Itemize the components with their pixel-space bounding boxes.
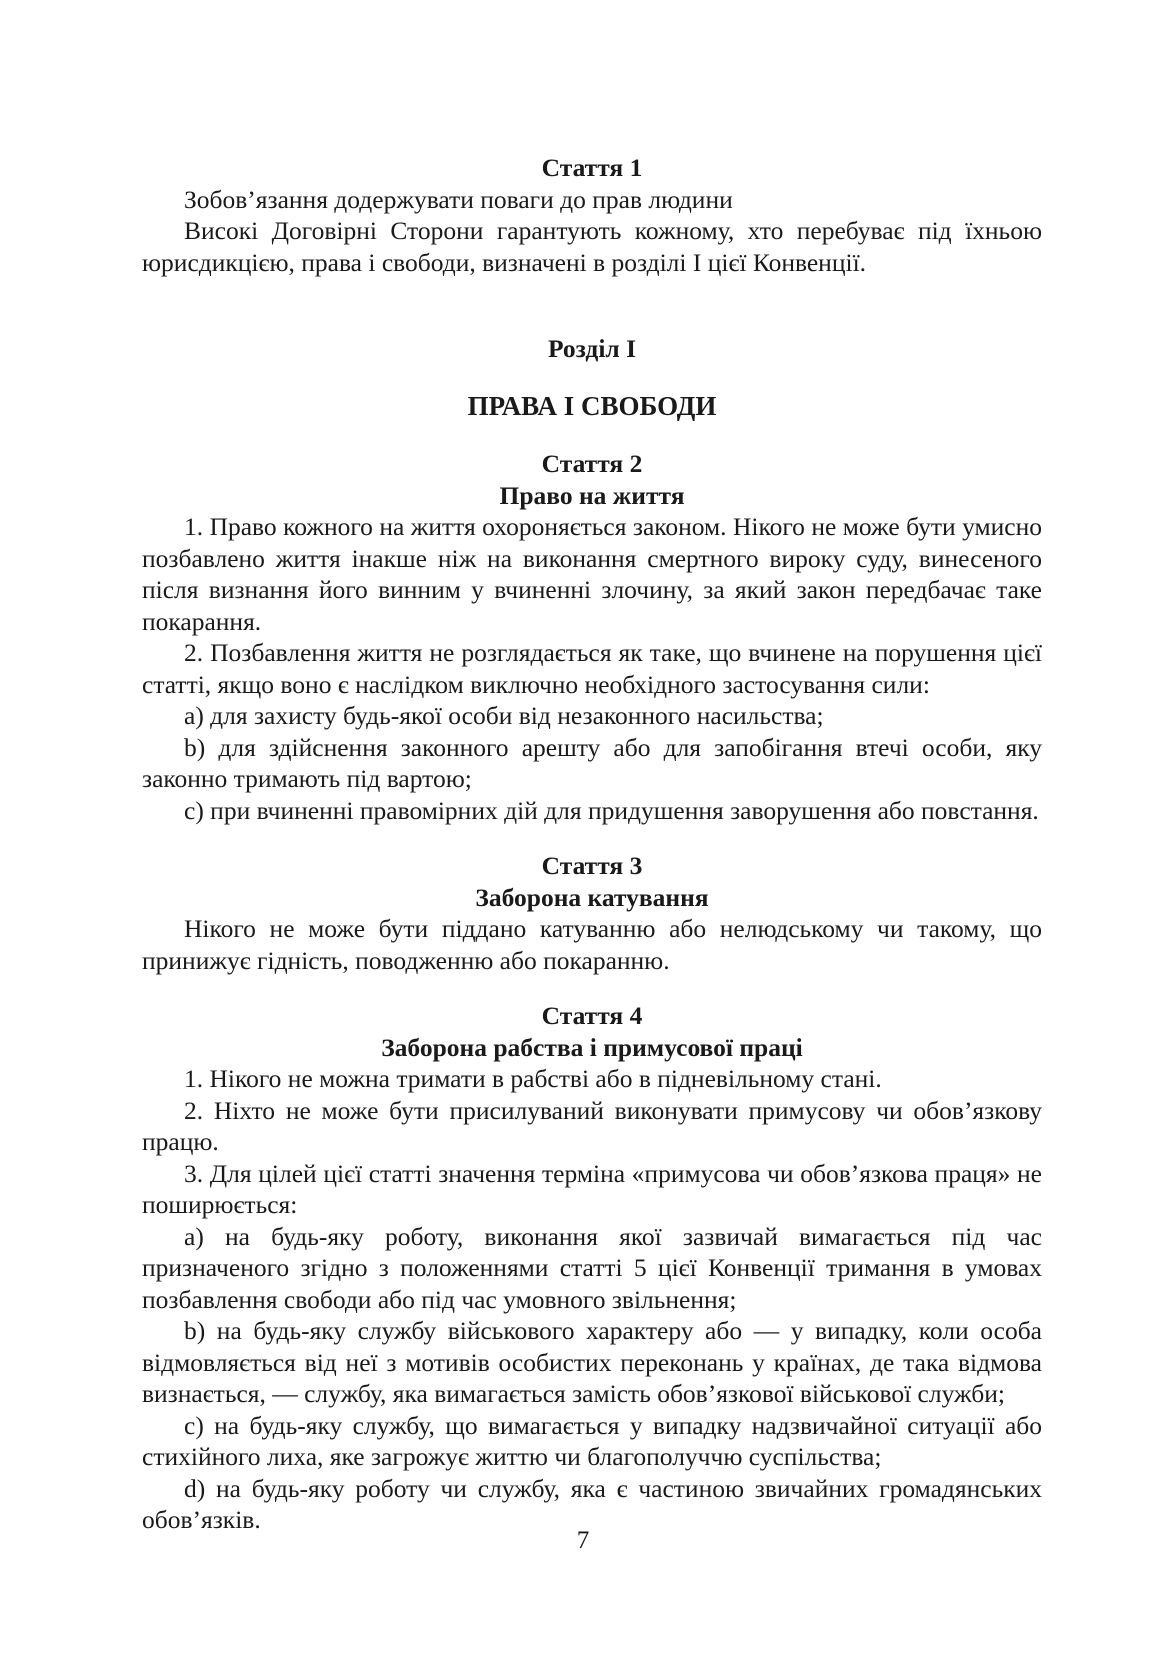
article-4-paragraph-3: 3. Для цілей цієї статті значення терміна «примусова чи обов’язкова праця» не поширюється: [142,1158,1042,1219]
article-3-paragraph: Нікого не може бути піддано катуванню або нелюдському чи такому, що принижує гідність, поводженню або покаранню. [142,914,1042,975]
article-4-paragraph-2: 2. Ніхто не може бути присилуваний виконувати примусову чи обов’язкову працю. [142,1095,1042,1156]
document-page [142,152,1042,1536]
article-2-paragraph-2: 2. Позбавлення життя не розглядається як таке, що вчинене на порушення цієї статті, якщо воно є наслідком виключно необхідного застосування сили: [142,638,1042,699]
article-2-item-b: b) для здійснення законного арешту або для запобігання втечі особи, яку законно тримають під вартою; [142,732,1042,793]
article-4-paragraph-1: 1. Нікого не можна тримати в рабстві або в підневільному стані. [184,1064,882,1093]
article-4-heading: Стаття 4 [541,1001,643,1030]
article-1-heading: Стаття 1 [541,153,643,182]
article-3-title: Заборона катування [475,882,709,912]
article-2-heading: Стаття 2 [541,449,643,478]
article-4-item-b: b) на будь-яку службу військового характеру або — у випадку, коли особа відмовляється від неї з мотивів особистих переконань у країнах, де така відмова визнається, — службу, яка вимагається замість обов’язкової військової служби; [142,1316,1042,1408]
article-1-paragraph: Високі Договірні Сторони гарантують кожному, хто перебуває під їхньою юрисдикцією, права і свободи, визначені в розділі I цієї Конвенції. [142,216,1042,277]
article-4-item-c: c) на будь-яку службу, що вимагається у випадку надзвичайної ситуації або стихійного лиха, яке загрожує життю чи благополуччю суспільства; [142,1410,1042,1471]
article-2-paragraph-1: 1. Право кожного на життя охороняється законом. Нікого не може бути умисно позбавлено життя інакше ніж на виконання смертного вироку суду, винесеного після визнання його винним у вчиненні злочину, за який закон передбачає таке покарання. [142,512,1042,636]
article-2-item-a: a) для захисту будь-якої особи від незаконного насильства; [184,701,824,730]
article-3-heading: Стаття 3 [541,851,643,880]
section-heading: Розділ I [547,334,637,363]
article-2-title: Право на життя [499,480,685,510]
article-4-item-a: a) на будь-яку роботу, виконання якої зазвичай вимагається під час призначеного згідно з положеннями статті 5 цієї Конвенції тримання в умовах позбавлення свободи або під час умовного звільнення; [142,1221,1042,1314]
article-4-title: Заборона рабства і примусової праці [381,1032,803,1062]
section-title: ПРАВА І СВОБОДИ [467,390,717,421]
article-1-title: Зобов’язання додержувати поваги до прав людини [184,184,733,214]
article-2-item-c: c) при вчиненні правомірних дій для придушення заворушення або повстання. [184,795,1039,825]
article-4-item-d: d) на будь-яку роботу чи службу, яка є частиною звичайних громадянських обов’язків. [142,1473,1042,1534]
page-number: 7 [576,1527,590,1554]
